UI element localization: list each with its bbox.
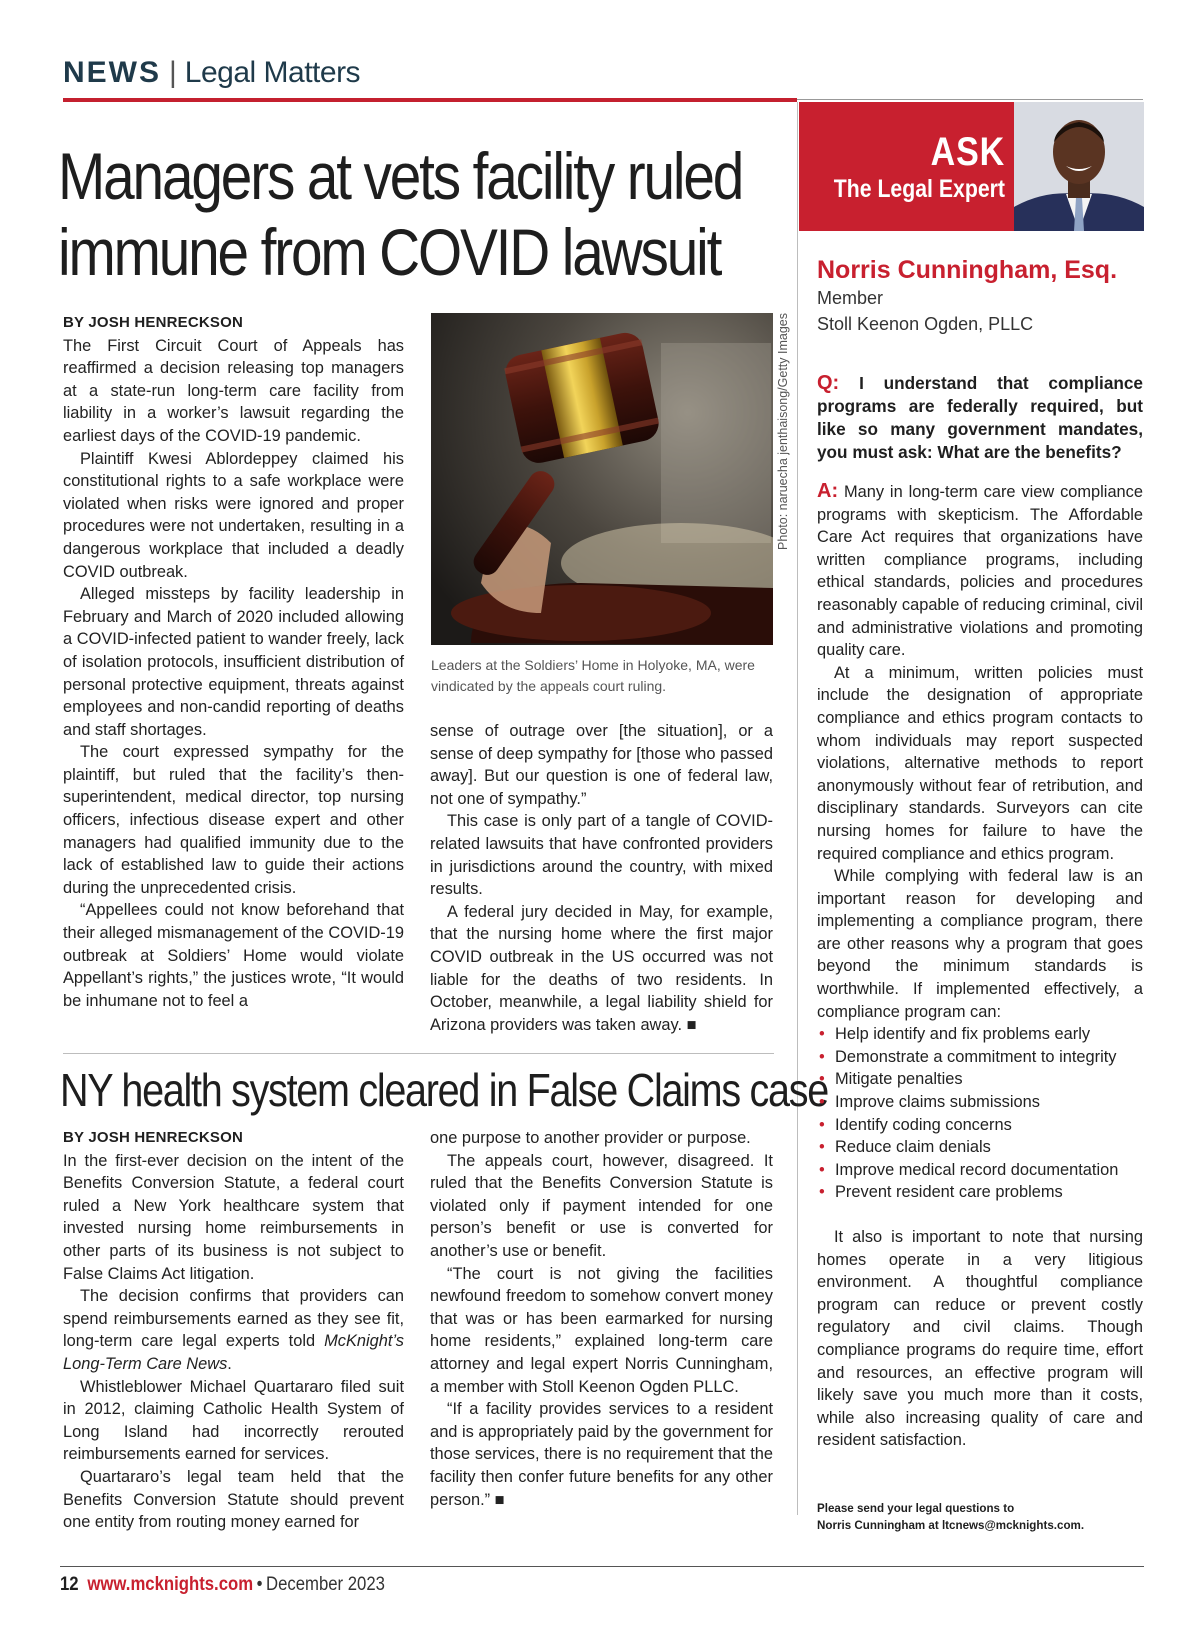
list-item: • Identify coding concerns <box>817 1114 1143 1137</box>
body-paragraph: Whistleblower Michael Quartararo filed suit in 2012, claiming Catholic Health System of Long Island had incorrectly rerouted reimbursements earned for services. <box>63 1377 404 1464</box>
body-paragraph: sense of outrage over [the situation], or a sense of deep sympathy for [those who passed away]. But our question is one of federal law, not one of sympathy.” <box>430 722 773 808</box>
header-rule-thin <box>797 99 1143 100</box>
list-item: • Prevent resident care problems <box>817 1181 1143 1204</box>
issue-date: December 2023 <box>265 1574 385 1595</box>
byline: BY JOSH HENRECKSON <box>63 1129 244 1146</box>
publication-name: McKnight’s Long-Term Care News <box>63 1332 404 1373</box>
footer-rule <box>60 1566 1144 1567</box>
article1-column-2 <box>430 720 773 1036</box>
page-number: 12 <box>60 1574 79 1595</box>
section-header <box>63 56 360 96</box>
body-paragraph: In the first-ever decision on the intent of the Benefits Conversion Statute, a federal court ruled a New York healthcare system that invested nursing home reimbursements in other parts of its business is not subject to False Claims Act litigation. <box>63 1151 404 1283</box>
list-item: • Improve medical record documentation <box>817 1159 1143 1182</box>
submission-note-line-2[interactable]: Norris Cunningham at ltcnews@mcknights.com. <box>817 1519 1085 1532</box>
article-divider <box>63 1053 774 1054</box>
expert-avatar <box>1014 102 1144 231</box>
headline-line-1: Managers at vets facility ruled <box>58 139 743 213</box>
answer-text: Many in long-term care view compliance programs with skepticism. The Affordable Care Act requires that organizations have written compliance programs, including ethical standards, policies and procedures reasonably capable of reducing criminal, civil and administrative violations and promoting quality care. <box>817 483 1143 660</box>
gavel-photo <box>431 313 773 645</box>
body-paragraph: “The court is not giving the facilities newfound freedom to somehow convert money that was or has been earmarked for nursing home residents,” explained long-term care attorney and legal expert Norris Cunningham, a member with Stoll Keenon Ogden PLLC. <box>430 1264 773 1396</box>
expert-organization: Stoll Keenon Ogden, PLLC <box>817 314 1034 334</box>
byline: BY JOSH HENRECKSON <box>63 314 244 331</box>
photo-caption: Leaders at the Soldiers’ Home in Holyoke, MA, were vindicated by the appeals court ruling. <box>431 657 755 694</box>
header-rule <box>63 98 797 102</box>
ask-subtitle: The Legal Expert <box>833 175 1005 203</box>
subsection-label: Legal Matters <box>184 56 361 89</box>
question-text: I understand that compliance programs are federally required, but like so many government mandates, you must ask: What are the benefits? <box>817 373 1143 462</box>
submission-note <box>817 1500 1084 1534</box>
column-divider <box>797 102 798 1515</box>
article2-column-1 <box>63 1127 404 1534</box>
body-paragraph: The appeals court, however, disagreed. It ruled that the Benefits Conversion Statute is violated only if payment intended for one person’s benefit or use is converted for another’s use or benefit. <box>430 1151 773 1260</box>
answer-paragraph: It also is important to note that nursing homes operate in a very litigious environment. A thoughtful compliance program can reduce or prevent costly regulatory and civil claims. Though compliance programs do require time, effort and resources, an effective program will likely save you much more than it costs, while also increasing quality of care and resident satisfaction. <box>817 1228 1143 1450</box>
question-label: Q: <box>817 372 840 394</box>
section-separator: | <box>169 56 177 89</box>
qa-column <box>817 372 1143 1452</box>
article1-headline <box>58 138 798 290</box>
expert-name: Norris Cunningham, Esq. <box>817 256 1118 284</box>
body-paragraph: one purpose to another provider or purpose. <box>430 1129 751 1147</box>
answer-label: A: <box>817 480 839 502</box>
answer-paragraph <box>817 480 1143 662</box>
expert-portrait <box>1014 102 1144 231</box>
headline-line-2: immune from COVID lawsuit <box>58 215 721 289</box>
body-paragraph: This case is only part of a tangle of COVID-related lawsuits that have confronted providers in jurisdictions around the country, with mixed results. <box>430 812 773 899</box>
expert-title: Member <box>817 288 884 308</box>
site-link[interactable]: www.mcknights.com <box>87 1574 254 1595</box>
article2-column-2 <box>430 1127 773 1511</box>
body-paragraph: The decision confirms that providers can spend reimbursements earned as they see fit, long-term care legal experts told McKnight’s Long-Term Care News. <box>63 1287 404 1373</box>
body-paragraph: The court expressed sympathy for the plaintiff, but ruled that the facility’s then-superintendent, medical director, top nursing officers, infectious disease expert and other managers had qualified immunity due to the lack of established law to guide their actions during the unprecedented crisis. <box>63 743 404 897</box>
question <box>817 372 1143 464</box>
body-paragraph: Alleged missteps by facility leadership in February and March of 2020 included allowing a COVID-infected patient to wander freely, lack of isolation protocols, insufficient distribution of personal protective equipment, threats against employees and non-candid reporting of deaths and staff shortages. <box>63 585 404 739</box>
body-paragraph: “If a facility provides services to a resident and is appropriately paid by the government for those services, there is no requirement that the facility then confer future benefits for any other person.” ■ <box>430 1400 773 1509</box>
answer-paragraph: At a minimum, written policies must include the designation of appropriate compliance and ethics program contacts to whom individuals may report suspected violations, alternative methods to report anonymously without fear of retribution, and disciplinary standards. Surveyors can cite nursing homes for failure to have the required compliance and ethics program. <box>817 663 1143 863</box>
body-paragraph: “Appellees could not know beforehand that their alleged mismanagement of the COVID-19 outbreak at Soldiers’ Home would violate Appellant’s rights,” the justices wrote, “It would be inhumane not to feel a <box>63 901 404 1010</box>
body-paragraph: Quartararo’s legal team held that the Benefits Conversion Statute should prevent one entity from routing money earned for <box>63 1467 404 1532</box>
body-paragraph: Plaintiff Kwesi Ablordeppey claimed his constitutional rights to a safe workplace were violated when risks were ignored and proper procedures were not undertaken, resulting in a dangerous workplace that included a deadly COVID outbreak. <box>63 449 404 581</box>
photo-credit <box>776 313 796 645</box>
list-item: • Demonstrate a commitment to integrity <box>817 1046 1143 1069</box>
body-text: The decision confirms that providers can spend reimbursements earned as they see fit, long-term care legal experts told <box>63 1287 404 1351</box>
body-paragraph: The First Circuit Court of Appeals has reaffirmed a decision releasing top managers at a state-run long-term care facility from liability in a worker’s lawsuit regarding the earliest days of the COVID-19 pandemic. <box>63 336 404 445</box>
list-item: • Reduce claim denials <box>817 1136 1143 1159</box>
article1-column-1 <box>63 312 404 1012</box>
answer-paragraph: While complying with federal law is an important reason for developing and implementing a compliance program, there are other reasons why a program that goes beyond the minimum standards is worthwhile. If implemented effectively, a compliance program can: <box>817 867 1143 1021</box>
body-paragraph: A federal jury decided in May, for example, that the nursing home where the first major COVID outbreak in the US occurred was not liable for the deaths of two residents. In October, meanwhile, a legal liability shield for Arizona providers was taken away. ■ <box>430 902 773 1034</box>
benefits-list <box>817 1023 1143 1204</box>
page-footer <box>60 1574 385 1596</box>
ask-title: ASK <box>930 130 1005 174</box>
photo-credit-text: Photo: naruecha jenthaisong/Getty Images <box>776 313 790 550</box>
list-item: • Improve claims submissions <box>817 1091 1143 1114</box>
footer-bullet: • <box>256 1574 263 1595</box>
submission-note-line-1: Please send your legal questions to <box>817 1502 1015 1515</box>
list-item: • Help identify and fix problems early <box>817 1023 1143 1046</box>
section-label: NEWS <box>63 56 161 89</box>
gavel-illustration <box>431 313 773 645</box>
list-item: • Mitigate penalties <box>817 1068 1143 1091</box>
article2-headline: NY health system cleared in False Claims case <box>60 1064 828 1116</box>
